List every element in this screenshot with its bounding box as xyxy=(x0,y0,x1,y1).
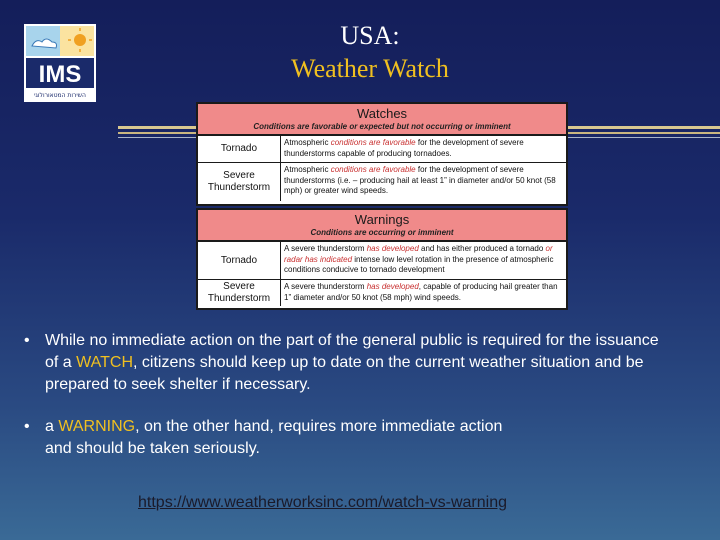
warnings-table xyxy=(196,208,568,310)
table-row xyxy=(198,135,566,162)
bullet-marker: • xyxy=(24,332,30,349)
bullet-text: a WARNING, on the other hand, requires more immediate action and should be taken seriously. xyxy=(45,418,503,457)
row-label: Tornado xyxy=(198,242,281,279)
title-line2: Weather Watch xyxy=(291,54,449,83)
table-row xyxy=(198,162,566,201)
row-label: Tornado xyxy=(198,136,281,162)
bullet-list xyxy=(24,330,704,480)
bullet-text: While no immediate action on the part of the general public is required for the issuance of a WATCH, citizens should keep up to date on the current weather situation and be prepared to seek shelter if necessary. xyxy=(45,332,659,393)
watches-header xyxy=(198,104,566,135)
watches-subheading: Conditions are favorable or expected but not occurring or imminent xyxy=(253,122,511,131)
row-label: Severe Thunderstorm xyxy=(198,280,281,306)
table-row xyxy=(198,241,566,279)
warnings-heading: Warnings xyxy=(354,212,410,227)
watches-heading: Watches xyxy=(356,106,408,121)
bullet-marker: • xyxy=(24,418,30,435)
logo-text: IMS xyxy=(38,61,82,88)
list-item xyxy=(24,330,704,396)
source-link[interactable]: https://www.weatherworksinc.com/watch-vs-warning xyxy=(138,494,508,511)
row-description: A severe thunderstorm has developed and has either produced a tornado or radar has indicated intense low level rotation in the presence of atmospheric conditions conducive to tornado development xyxy=(284,244,554,274)
row-description: Atmospheric conditions are favorable for the development of severe thunderstorms capable of producing tornadoes. xyxy=(284,138,524,158)
ims-logo xyxy=(24,24,96,102)
title-line1: USA: xyxy=(340,21,400,50)
warnings-subheading: Conditions are occurring or imminent xyxy=(310,228,454,237)
warnings-header xyxy=(198,210,566,241)
row-description: A severe thunderstorm has developed, capable of producing hail greater than 1” diameter and/or 50 knot (58 mph) wind speeds. xyxy=(284,282,558,302)
watches-table xyxy=(196,102,568,206)
row-description: Atmospheric conditions are favorable for the development of severe thunderstorms (i.e. – producing hail at least 1” in diameter and/or 50 knot (58 mph) or greater wind speeds. xyxy=(284,165,556,195)
logo-subtext: השירות המטאורולוגי xyxy=(34,92,86,99)
row-label: Severe Thunderstorm xyxy=(198,163,281,201)
table-row xyxy=(198,279,566,306)
list-item xyxy=(24,416,704,460)
